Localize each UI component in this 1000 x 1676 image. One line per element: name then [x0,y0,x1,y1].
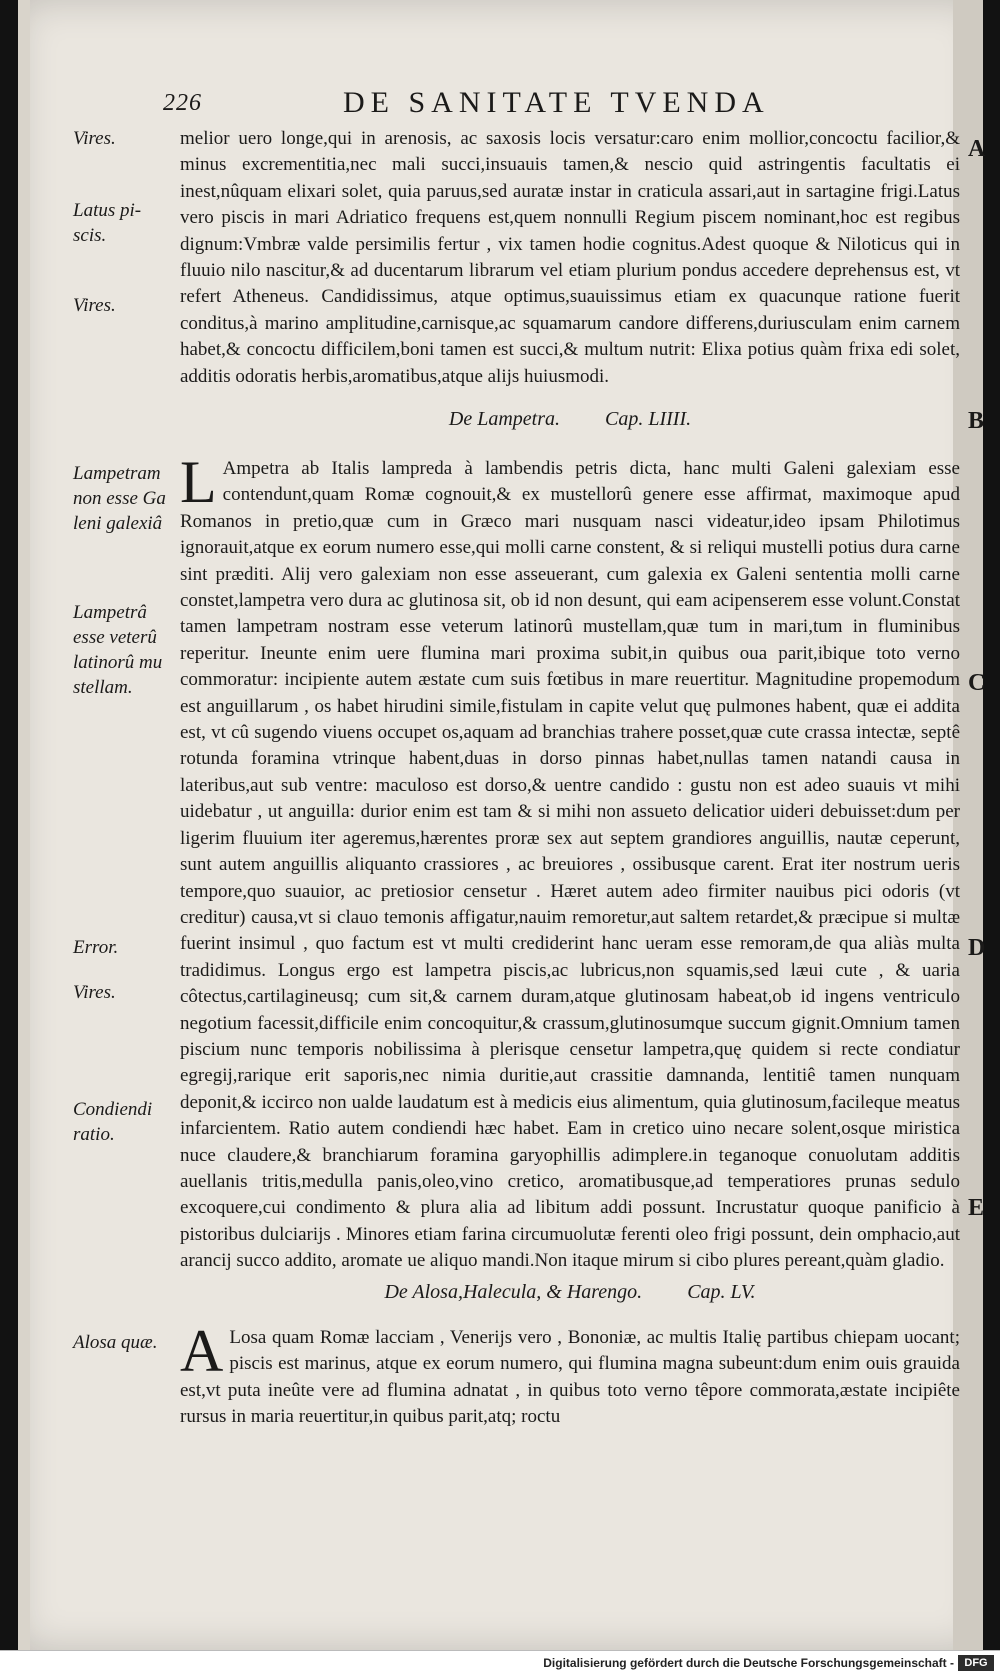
section-letter: A [968,136,986,162]
marginal-note: Lampetrâ esse veterû latinorû mu stellam. [73,602,163,698]
book-page [18,0,986,1650]
paragraph-continuation: melior uero longe,qui in arenosis, ac saxosis locis versatur:caro enim mollior,concoctu facilior,& minus excrementitia,nec mali succi,insuauis tamen,& nescio quid astringentis facultatis ei inest,nûquam elixari solet, quia paruus,sed auratæ instar in craticula assari,aut in sartagine frigi.Latus vero piscis in mari Adriatico frequens est,quem nonnulli Regium piscem nominant,hoc est regibus dignum:Vmbræ valde persimilis fertur , vix tamen hodie cognitus.Adest quoque & Niloticus qui in fluuio nilo nascitur,& ad ducentarum librarum vel etiam plurium pondus accedere deprehensus est, vt refert Atheneus. Candidissimus, atque optimus,suauissimus etiam ex quacunque ratione fuerit conditus,à marino amplitudine,carnisque,ac squamarum candore differens,duriusculam enim carnem habet,& concoctu difficilem,boni tamen est succi,& multum nutrit: Elixa potius quàm frixa edi solet, additis odoratis herbis,aromatibus,atque alijs huiusmodi. [180,128,960,387]
chapter-55-text [180,1318,960,1431]
marginal-note: Vires. [73,982,116,1003]
chapter-55-body: Losa quam Romæ lacciam , Venerijs vero , Bononiæ, ac multis Italię partibus chiepam uocant; piscis est marinus, atque ex eorum numero, qui flumina magna subeunt:dum enim ouis grauida est,vt puta ineûte vere ad flumina adnatat , in quibus toto verno têpore commorata,æstate incipiête rursus in maria reuertitur,in quibus parit,atq; roctu [180,1327,960,1428]
chapter-title: De Lampetra. [448,408,560,430]
marginal-note: Vires. [73,128,116,149]
page-number: 226 [163,90,202,116]
chapter-heading-54 [180,408,960,431]
chapter-title: De Alosa,Halecula, & Harengo. [384,1281,643,1303]
marginal-note: Vires. [73,295,116,316]
section-letter: E [968,1195,985,1221]
marginal-note: Latus pi- scis. [73,200,142,246]
chapter-54-body: Ampetra ab Italis lampreda à lambendis petris dicta, hanc multi Galeni galexiam esse contendunt,quam Romæ cognouit,& ex mustellorû genere esse affirmat, maximoque apud Romanos in pretio,quæ cum in Græco mari nusquam nasci videatur,ideo ipsam Philotimus ignorauit,atque ex eorum numero esse,qui molli carne constent, & si reliqui mustelli potius dura carne sint præditi. Alij vero galexiam non esse asseuerant, cum galexia ex Galeni sententia molli carne constet,lampetra vero dura ac glutinosa sit, ob id non desunt, qui eam acipenserem esse volunt.Constat tamen lampetram nostram esse veterum latinorû mustellam,quæ tum in mari,tum in fluminibus reperitur. Ineunte enim uere flumina mari proxima subit,in quibus oua parit,ibique toto verno commoratur: incipiente autem æstate cum suis fœtibus in mare reuertitur. Magnitudine propemodum est anguillarum , os habet hirudini simile,fistulam in capite velut quę pulmones habent, quæ ei addita est, vt cû sugendo viuens occupet os,aquam ad branchias trahere posset,quæ cute crassa intectæ, septê rotunda foramina vtrinque habent,duas in dorso pinnas habet,nullas tamen natandi causa in lateribus,aut sub ventre: maculoso est dorso,& uentre candido : gustu non est adeo suauis vt mihi uidebatur , ut anguilla: durior enim est tam & si mihi non assueto delicatior uideri debuisset:dum per ligerim fluuium iter ageremus,hærentes proræ sex aut septem grandiores anguillis, nautæ ceperunt, sunt autem anguillis aliquanto crassiores , ac breuiores , ossibusque carent. Erat iter nostrum ueris tempore,quo suauior, ac pretiosior censetur . Hæret autem adeo firmiter nauibus pici odoris (vt creditur) causa,vt si clauo temonis affigatur,nauim remoretur,aut saltem retardet,& præcipue si multæ fuerint insimul , quo factum est vt multi crediderint hanc ueram esse remoram,de qua aliàs multa tradidimus. Longus ergo est lampetra piscis,ac lubricus,non squamis,sed læui cute , & uaria côtectus,cartilagineusq; cum sit,& carnem duram,atque glutinosam habeat,ob id ingens ventriculo negotium facessit,difficile enim concoquitur,& crassum,glutinosumque succum gignit.Omnium tamen piscium nunc temporis nobilissima à plerisque censetur lampetra,quę quidem si recte condiatur egregij,rarique erit saporis,nec nimia duritie,aut crassitie damnanda, lentitiê tamen nunquam deponit,& iccirco non ualde laudatum est à medicis eius alimentum, quia glutinosum,facileque meatus infarcientem. Ratio autem condiendi hæc habet. Eam in cretico uino necare solent,osque miristica nuce claudere,& branchiarum foramina garyophillis adimplere.in teganoque conuolutam additis auellanis tritis,medulla panis,oleo,vino cretico, aromatibusque,ad temperatiores prunas sedulo excoquere,cui condimento & plura alia ad libitum addi possunt. Incrustatur quoque panificio à pistoribus dulciarijs . Minores etiam farina circumuolutæ ferenti oleo frigi possunt, dein omphacio,aut arancij succo addito, aromate ue aliquo mandi.Non itaque mirum si cibo plures pereant,quàm gladio. [180,458,960,1272]
chapter-54-text [180,449,960,1275]
marginal-note: Condiendi ratio. [73,1099,153,1145]
marginal-note: Error. [73,937,119,958]
section-letter: C [968,670,986,696]
marginal-note: Lampetram non esse Ga leni galexiâ [73,463,166,534]
chapter-number: Cap. LV. [687,1281,756,1303]
marginal-note: Alosa quæ. [73,1332,158,1353]
section-letter: B [968,408,985,434]
digitization-footer [0,1650,1000,1676]
page-gutter-edge [18,0,30,1650]
section-letter: D [968,935,986,961]
running-header [163,86,803,122]
chapter-number: Cap. LIIII. [605,408,692,430]
drop-cap: L [180,449,217,515]
drop-cap: A [180,1318,224,1384]
chapter-heading-55 [180,1281,960,1304]
footer-credit: Digitalisierung gefördert durch die Deutsche Forschungsgemeinschaft - [543,1656,954,1670]
running-title: DE SANITATE TVENDA [343,86,770,119]
dfg-logo: DFG [958,1655,994,1671]
